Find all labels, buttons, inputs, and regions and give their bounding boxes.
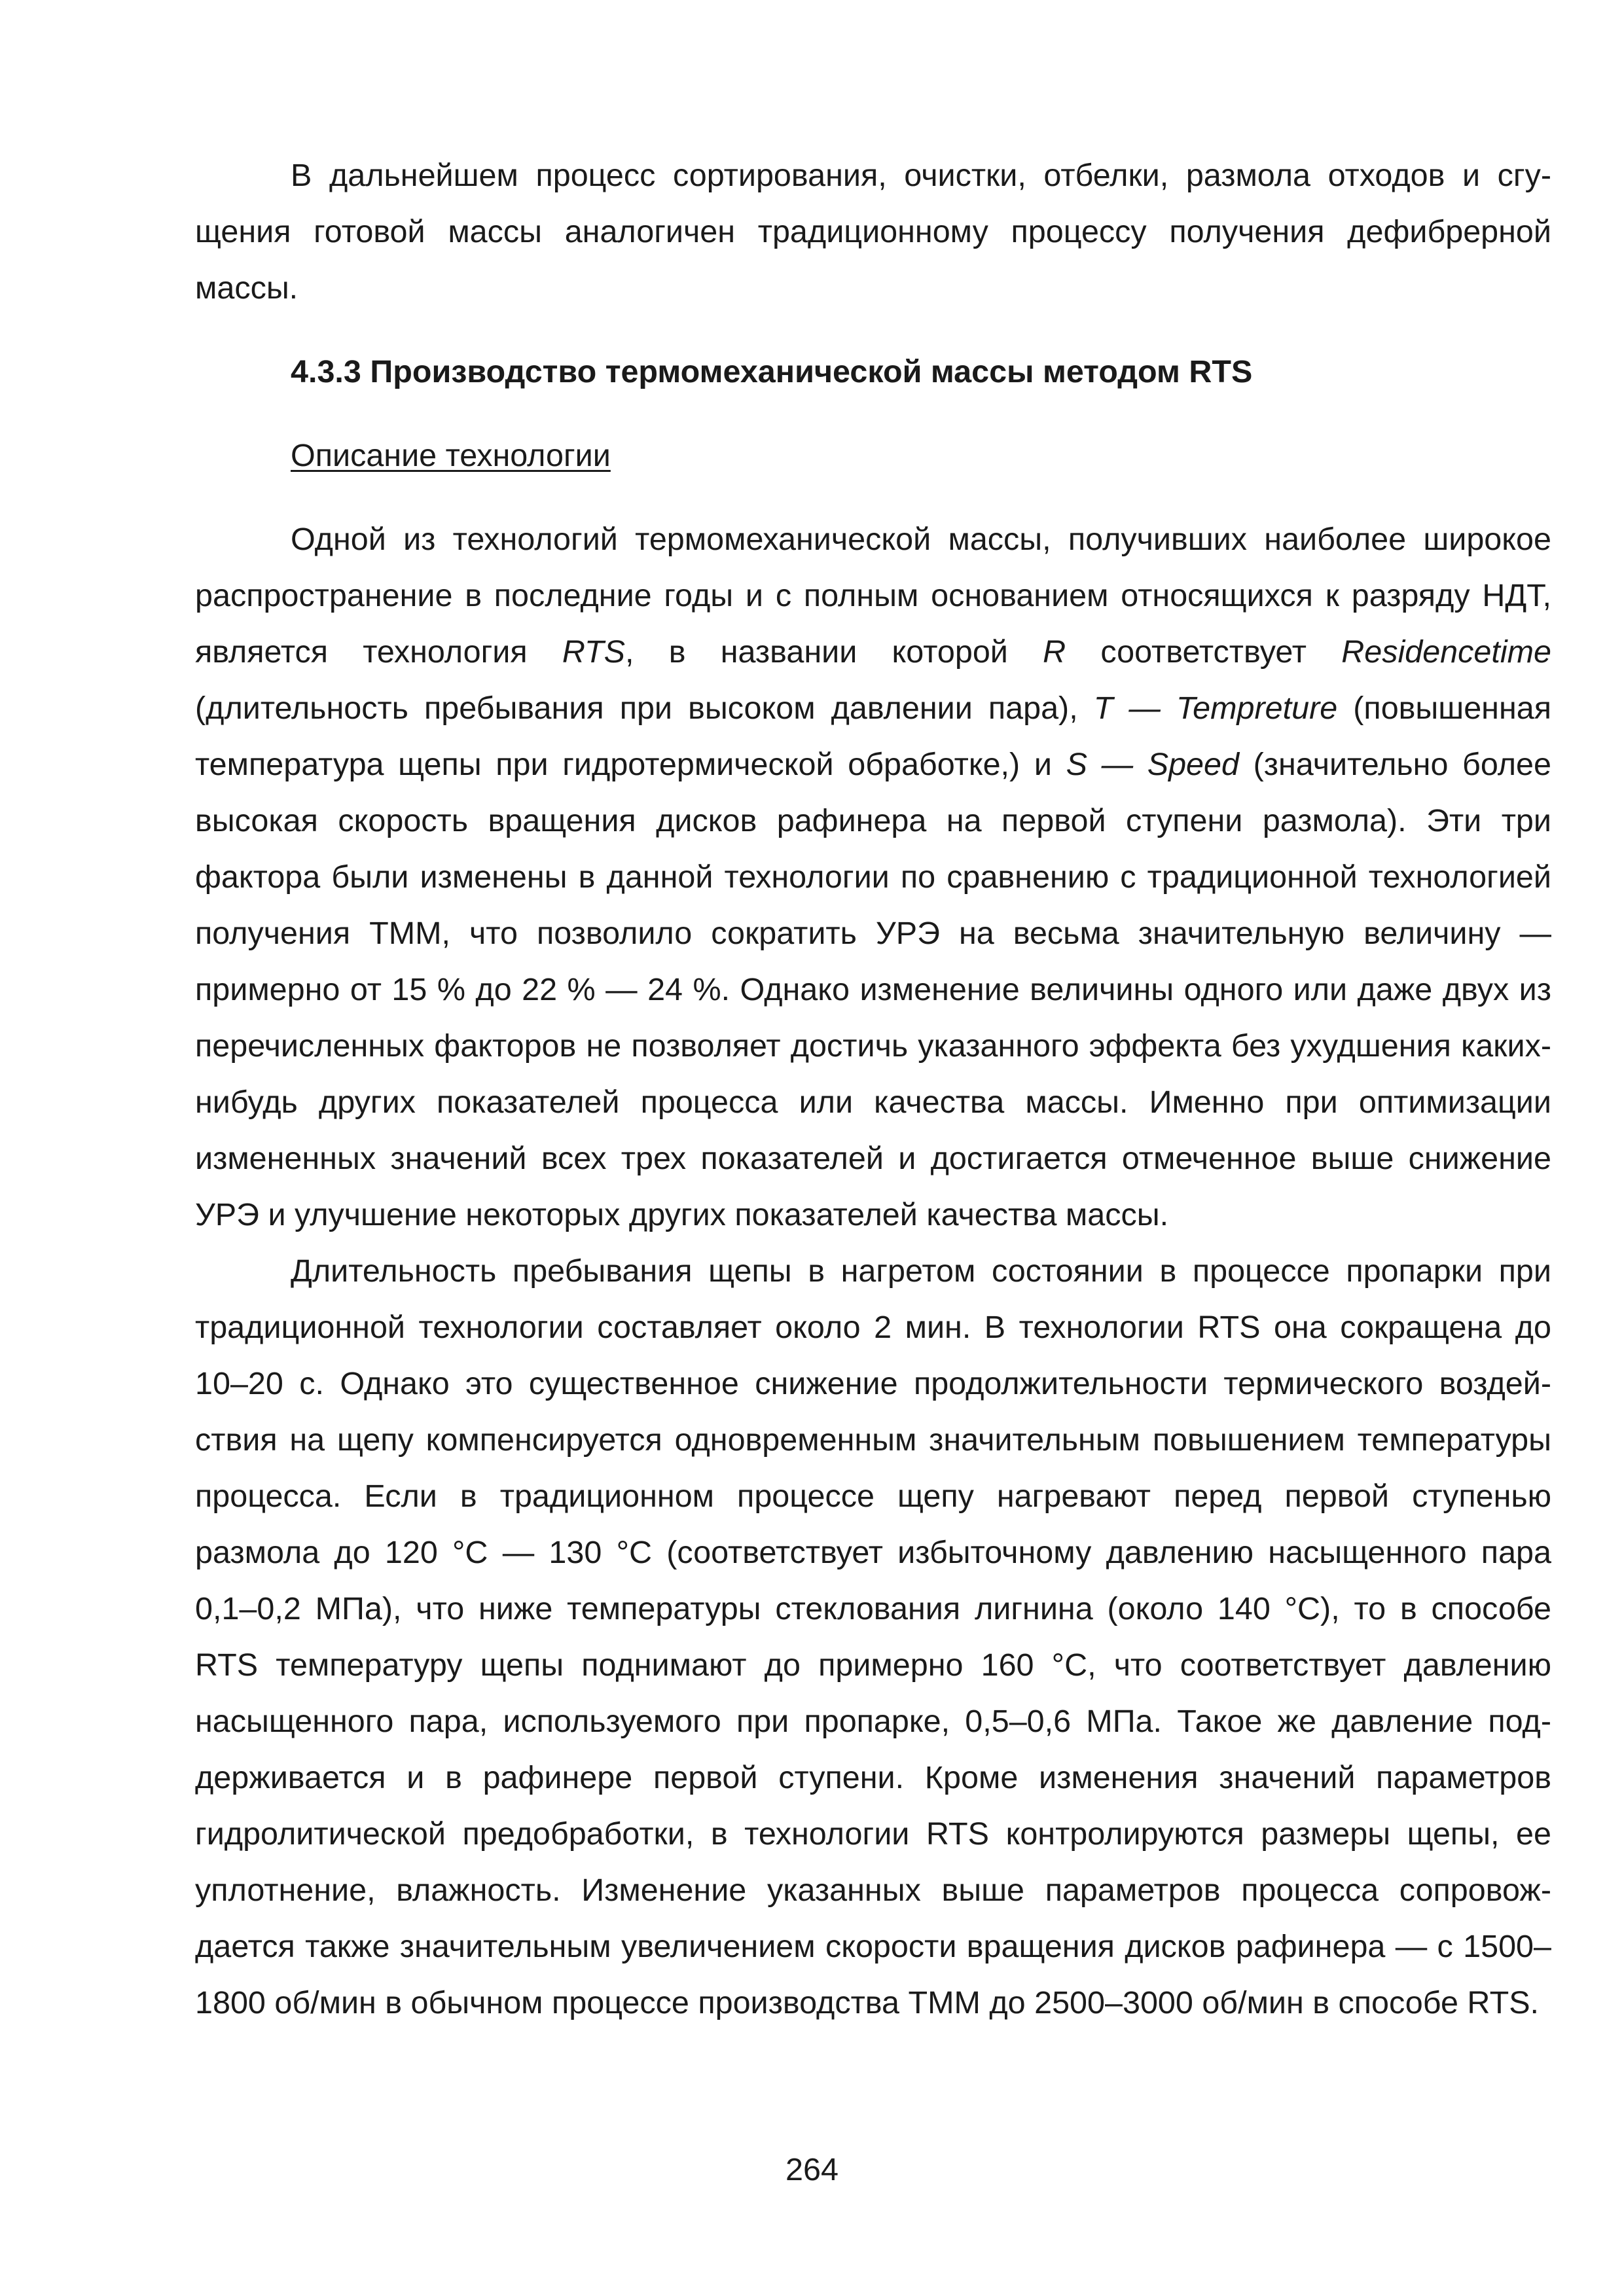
- para1-text-3: соответствует: [1066, 634, 1342, 670]
- para1-italic-tempreture: T — Tempreture: [1093, 691, 1338, 726]
- para1-italic-rts: RTS: [562, 634, 625, 670]
- para1-text-1: Одной из технологий термомеханической массы, получивших наиболее широкое распространение в последние годы и с полным основанием относящихся к разряду НДТ, является технология: [195, 522, 1551, 670]
- para1-italic-r: R: [1043, 634, 1066, 670]
- para1-text-6: (значительно более высокая скорость вращения дисков рафинера на первой ступени размола). Эти три фактора были изменены в данной технологии по сравнению с традиционной технологией получения ТММ, что позволило сократить УРЭ на весьма значительную величину — примерно от 15 % до 22 % — 24 %. Однако изменение величины одного или даже двух из перечисленных факторов не позволяет достичь указанного эффекта без ухудшения каких-нибудь других показателей процесса или качества массы. Именно при оптимизации измененных значений всех трех показателей и достигается отмеченное выше снижение УРЭ и улучшение некоторых других показателей качества массы.: [195, 747, 1551, 1232]
- residence-time-paragraph: Длительность пребывания щепы в нагретом состоянии в процессе пропарки при традиционной технологии составляет около 2 мин. В технологии RTS она сокращена до 10–20 с. Однако это существенное снижение продолжительности термического воздействия на щепу компенсируется одновременным значительным повышением температуры процесса. Если в традиционном процессе щепу нагревают перед первой ступенью размола до 120 °С — 130 °С (соответствует избыточному давлению насыщенного пара 0,1–0,2 МПа), что ниже температуры стеклования лигнина (около 140 °С), то в способе RTS температуру щепы поднимают до примерно 160 °С, что соответствует давлению насыщенного пара, используемого при пропарке, 0,5–0,6 МПа. Такое же давление поддерживается и в рафинере первой ступени. Кроме изменения значений параметров гидролитической предобработки, в технологии RTS контролируются размеры щепы, ее уплотнение, влажность. Изменение указанных выше параметров процесса сопровождается также значительным увеличением скорости вращения дисков рафинера — с 1500–1800 об/мин в обычном процессе производства ТММ до 2500–3000 об/мин в способе RTS.: [195, 1253, 1551, 2020]
- intro-paragraph: В дальнейшем процесс сортирования, очистки, отбелки, размола отходов и сгущения готовой массы аналогичен традиционному процессу получения дефибрерной массы.: [195, 158, 1551, 306]
- document-page: [195, 147, 1551, 2031]
- subsection-heading: [195, 427, 1551, 484]
- para1-italic-speed: S — Speed: [1066, 747, 1239, 782]
- para1-text-5: (повышенная температура щепы при гидротермической обработке,) и: [195, 691, 1551, 782]
- para1-italic-residencetime: Residencetime: [1341, 634, 1551, 670]
- technology-description-paragraph: [195, 511, 1551, 1243]
- para1-text-4: (длительность пребывания при высоком давлении пара),: [195, 691, 1094, 726]
- page-number: 264: [785, 2152, 839, 2187]
- para1-text-2: , в названии которой: [625, 634, 1043, 670]
- section-heading: 4.3.3 Производство термомеханической массы методом RTS: [291, 354, 1253, 389]
- subsection-heading-text: Описание технологии: [291, 438, 611, 473]
